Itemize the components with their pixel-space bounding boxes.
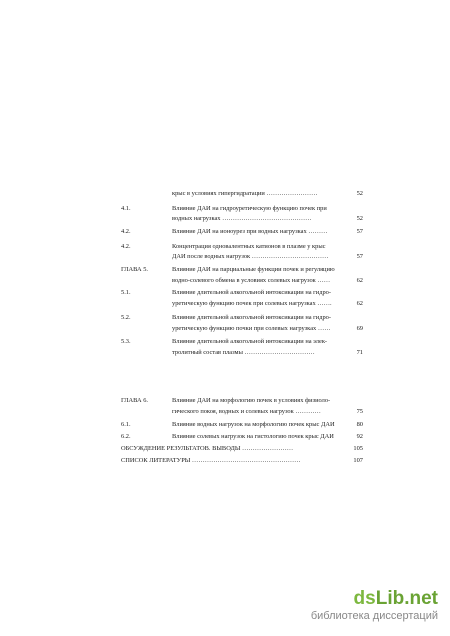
toc-line: тролитный состав плазмы …………………………… <box>172 349 315 356</box>
toc-page-number: 80 <box>356 421 363 428</box>
toc-number: 6.2. <box>121 433 131 440</box>
toc-line: гического покоя, водных и солевых нагрузок ………… <box>172 408 321 415</box>
toc-line: Влияние длительной алкогольной интоксикации на гидро- <box>172 289 331 296</box>
toc-page-number: 107 <box>353 457 363 464</box>
toc-line: Влияние ДАИ на парциальные функции почек и регуляцию <box>172 266 335 273</box>
toc-line: Влияние ДАИ на ионоурез при водных нагрузках ……… <box>172 228 328 235</box>
toc-page-number: 105 <box>353 445 363 452</box>
toc-page-number: 75 <box>356 408 363 415</box>
toc-line: уретическую функцию почки при солевых нагрузках …… <box>172 325 331 332</box>
toc-number: 5.1. <box>121 289 131 296</box>
toc-number: 5.2. <box>121 314 131 321</box>
logo-part-libnet: Lib.net <box>375 588 438 609</box>
toc-page-number: 57 <box>356 228 363 235</box>
watermark <box>311 589 438 622</box>
site-logo <box>311 589 438 609</box>
toc-line: водных нагрузках …………………………………… <box>172 215 312 222</box>
toc-page-number: 71 <box>356 349 363 356</box>
toc-line: Влияние водных нагрузок на морфологию почек крыс ДАИ <box>172 421 335 428</box>
toc-page-number: 92 <box>356 433 363 440</box>
logo-part-ds: ds <box>353 588 376 609</box>
toc-line: Влияние ДАИ на морфологию почек в условиях физиоло- <box>172 397 331 404</box>
toc-number: ГЛАВА 5. <box>121 266 149 273</box>
toc-page-number: 62 <box>356 300 363 307</box>
toc-page-number: 57 <box>356 253 363 260</box>
toc-number: 6.1. <box>121 421 131 428</box>
toc-page-number: 69 <box>356 325 363 332</box>
toc-line: водно-солевого обмена в условиях солевых нагрузок …… <box>172 277 331 284</box>
toc-line: СПИСОК ЛИТЕРАТУРЫ …………………………………………… <box>121 457 301 464</box>
toc-page-number: 52 <box>356 190 363 197</box>
toc-page-number: 52 <box>356 215 363 222</box>
toc-number: 4.2. <box>121 228 131 235</box>
toc-line: крыс в условиях гипергидратации …………………… <box>172 190 318 197</box>
toc-line: Влияние длительной алкогольной интоксикации на элек- <box>172 338 328 345</box>
toc-line: Влияние солевых нагрузок на гистологию почек крыс ДАИ <box>172 433 334 440</box>
toc-line: Влияние ДАИ на гидроуретическую функцию почек при <box>172 205 327 212</box>
toc-line: уретическую функцию почек при солевых нагрузках ……. <box>172 300 332 307</box>
toc-line: Концентрация одновалентных катионов в плазме у крыс <box>172 243 326 250</box>
watermark-subtitle: библиотека диссертаций <box>310 610 438 622</box>
toc-number: 5.3. <box>121 338 131 345</box>
toc-line: ОБСУЖДЕНИЕ РЕЗУЛЬТАТОВ. ВЫВОДЫ …………………… <box>121 445 294 452</box>
toc-number: 4.2. <box>121 243 131 250</box>
toc-line: ДАИ после водных нагрузок ……………………………… <box>172 253 329 260</box>
toc-page-number: 62 <box>356 277 363 284</box>
toc-line: Влияние длительной алкогольной интоксикации на гидро- <box>172 314 331 321</box>
toc-number: 4.1. <box>121 205 131 212</box>
toc-number: ГЛАВА 6. <box>121 397 149 404</box>
